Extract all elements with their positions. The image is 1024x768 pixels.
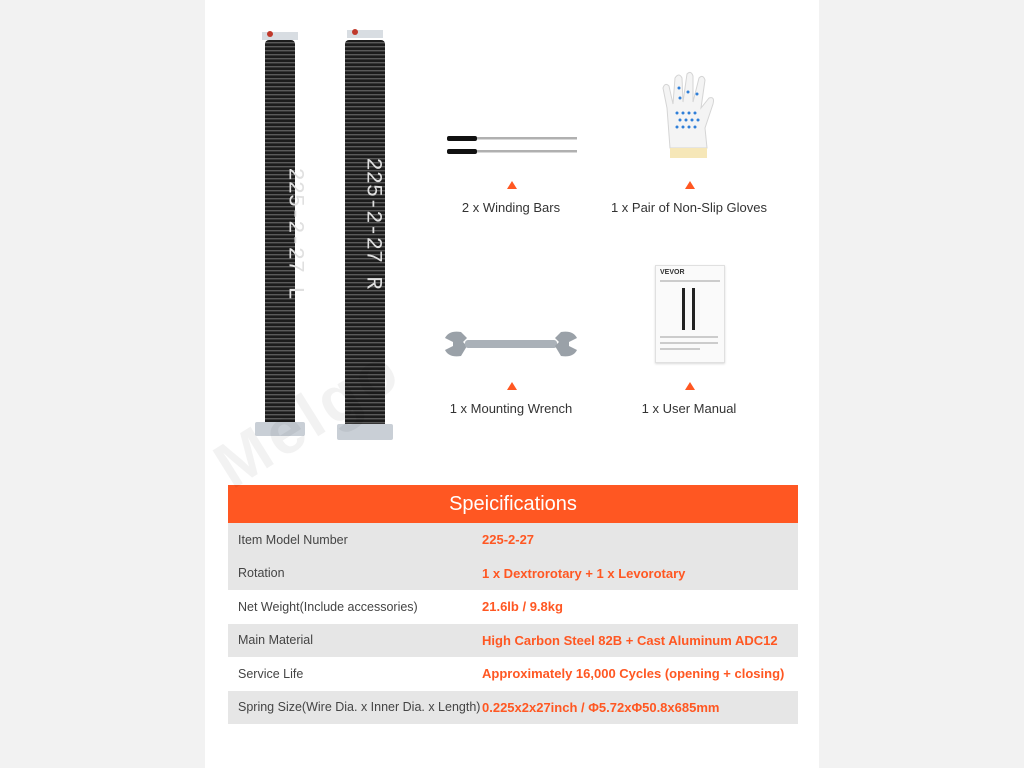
- spring-right-label: 225-2-27 R: [360, 157, 386, 290]
- spec-key: Rotation: [238, 566, 285, 581]
- spec-key: Item Model Number: [238, 532, 348, 547]
- table-row: [228, 657, 798, 691]
- gloves-icon: [655, 68, 725, 163]
- spec-key: Net Weight(Include accessories): [238, 599, 418, 614]
- product-page: [205, 0, 819, 768]
- spring-left-label: 225-2-27 L: [282, 167, 308, 300]
- specifications-table: [228, 485, 798, 724]
- pointer-triangle: [507, 181, 517, 189]
- wrench-label: 1 x Mounting Wrench: [449, 401, 573, 416]
- winding-bars-label: 2 x Winding Bars: [461, 200, 561, 215]
- gloves-label: 1 x Pair of Non-Slip Gloves: [610, 200, 768, 215]
- spec-key: Service Life: [238, 666, 304, 681]
- table-row: [228, 590, 798, 624]
- table-row: [228, 691, 798, 725]
- winding-bars-icon: [445, 130, 580, 160]
- pointer-triangle: [685, 181, 695, 189]
- manual-brand: VEVOR: [660, 269, 685, 276]
- spec-key: Spring Size(Wire Dia. x Inner Dia. x Length): [238, 700, 481, 715]
- manual-label: 1 x User Manual: [641, 401, 737, 416]
- spec-value: 225-2-27: [482, 532, 535, 548]
- spec-key: Main Material: [238, 633, 314, 648]
- table-row: [228, 523, 798, 557]
- spec-value: Approximately 16,000 Cycles (opening + closing): [482, 666, 785, 682]
- spec-value: 21.6lb / 9.8kg: [482, 599, 563, 615]
- manual-icon: [655, 265, 725, 363]
- wrench-icon: [441, 328, 581, 360]
- spec-value: High Carbon Steel 82B + Cast Aluminum ADC12: [482, 632, 778, 648]
- pointer-triangle: [507, 382, 517, 390]
- specifications-title: Speicifications: [228, 485, 798, 523]
- pointer-triangle: [685, 382, 695, 390]
- table-row: [228, 624, 798, 658]
- table-row: [228, 557, 798, 591]
- spec-value: 1 x Dextrorotary + 1 x Levorotary: [482, 565, 686, 581]
- spec-value: 0.225x2x27inch / Φ5.72xΦ50.8x685mm: [482, 699, 720, 715]
